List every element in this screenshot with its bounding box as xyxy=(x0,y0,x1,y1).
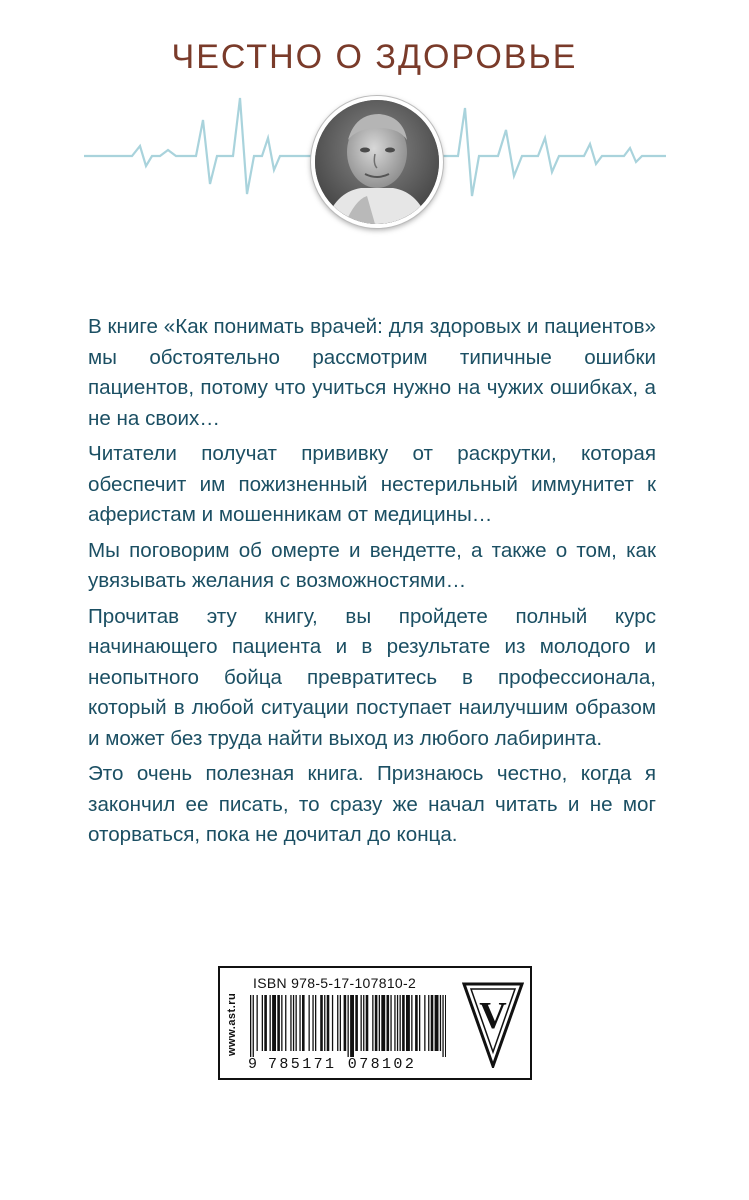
barcode-bar xyxy=(387,995,390,1051)
barcode-bar xyxy=(299,995,300,1051)
barcode-bar xyxy=(415,995,418,1051)
series-title: ЧЕСТНО О ЗДОРОВЬЕ xyxy=(171,38,578,76)
barcode-digits: 785171 078102 xyxy=(268,1056,417,1073)
publisher-logo-letter: V xyxy=(479,995,507,1037)
barcode-bar xyxy=(277,995,280,1051)
barcode-bar xyxy=(445,995,446,1057)
author-portrait xyxy=(311,96,443,228)
barcode-bar xyxy=(324,995,325,1051)
barcode-bar xyxy=(350,995,354,1057)
barcode-bar xyxy=(375,995,378,1051)
barcode-bar xyxy=(344,995,347,1051)
isbn-label: ISBN 978-5-17-107810-2 xyxy=(253,975,417,991)
barcode-bar xyxy=(327,995,330,1051)
barcode-first-digit: 9 xyxy=(248,1056,258,1073)
barcode-bar xyxy=(337,995,338,1051)
barcode-bar xyxy=(411,995,412,1051)
barcode-bar xyxy=(290,995,291,1051)
barcode-bar xyxy=(431,995,434,1051)
barcode-bar xyxy=(419,995,420,1051)
barcode-bar xyxy=(361,995,362,1051)
barcode-bar xyxy=(315,995,316,1051)
barcode-bar xyxy=(397,995,398,1051)
publisher-website: www.ast.ru xyxy=(226,992,238,1056)
barcode-bar xyxy=(440,995,441,1051)
barcode-bar xyxy=(402,995,405,1051)
barcode-bar xyxy=(355,995,358,1051)
barcode-bar xyxy=(348,995,349,1057)
barcode-bar xyxy=(320,995,323,1051)
barcode-bar xyxy=(442,995,443,1057)
barcode-bar xyxy=(293,995,294,1051)
barcode-bar xyxy=(394,995,395,1051)
barcode-box xyxy=(218,966,532,1080)
barcode-bar xyxy=(406,995,410,1051)
blurb-paragraph: Прочитав эту книгу, вы пройдете полный курс начинающего пациента и в результате из молодого и неопытного бойца превратитесь в профессионала, который в любой ситуации поступает наилучшим образом и может без труда найти выход из любого лабиринта. xyxy=(88,604,656,750)
barcode-bar xyxy=(312,995,313,1051)
barcode-bar xyxy=(340,995,341,1051)
barcode-bar xyxy=(372,995,373,1051)
blurb-paragraph: Читатели получат прививку от раскрутки, которая обеспечит им пожизненный нестерильный иммунитет к аферистам и мошенникам от медицины… xyxy=(88,442,656,526)
barcode-bar xyxy=(270,995,271,1051)
barcode-bar xyxy=(309,995,310,1051)
barcode-bar xyxy=(257,995,258,1051)
barcode-bar xyxy=(296,995,297,1051)
barcode-bar xyxy=(262,995,263,1051)
barcode-bar xyxy=(390,995,391,1051)
barcode-bar xyxy=(272,995,276,1051)
blurb-text xyxy=(88,312,656,856)
barcode-bar xyxy=(332,995,333,1051)
barcode-bar xyxy=(253,995,254,1057)
blurb-paragraph: В книге «Как понимать врачей: для здоровых и пациентов» мы обстоятельно рассмотрим типичные ошибки пациентов, потому что учиться нужно на чужих ошибках, а не на своих… xyxy=(88,315,656,430)
barcode-bar xyxy=(363,995,364,1051)
barcode-bar xyxy=(400,995,401,1051)
barcode-bar xyxy=(366,995,369,1051)
barcode-bar xyxy=(302,995,305,1051)
publisher-logo xyxy=(462,982,524,1068)
barcode-bar xyxy=(281,995,282,1051)
blurb-paragraph: Мы поговорим об омерте и вендетте, а также о том, как увязывать желания с возможностями… xyxy=(88,538,656,592)
barcode-bar xyxy=(264,995,267,1051)
barcode-bar xyxy=(250,995,251,1057)
barcode-bar xyxy=(381,995,385,1051)
barcode-bar xyxy=(424,995,425,1051)
barcode-bar xyxy=(379,995,380,1051)
barcode-bar xyxy=(285,995,286,1051)
barcode-bar xyxy=(428,995,429,1051)
barcode-bars xyxy=(250,995,446,1057)
blurb-paragraph: Это очень полезная книга. Признаюсь честно, когда я закончил ее писать, то сразу же начал читать и не мог оторваться, пока не дочитал до конца. xyxy=(88,762,656,846)
barcode-bar xyxy=(435,995,439,1051)
